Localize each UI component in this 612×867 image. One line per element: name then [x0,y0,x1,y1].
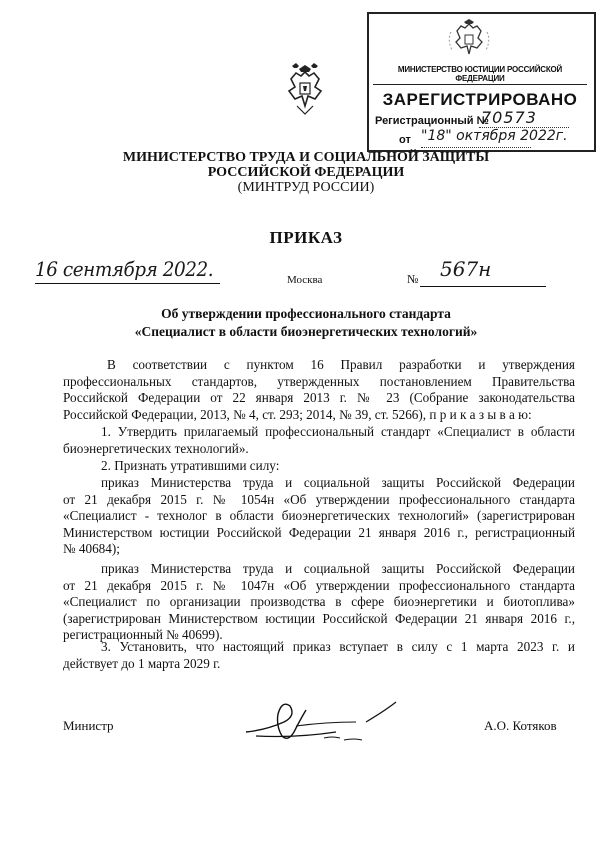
order-date: 16 сентября 2022. [35,257,214,281]
ministry-name-country: РОССИЙСКОЙ ФЕДЕРАЦИИ [207,165,405,180]
stamp-ministry: МИНИСТЕРСТВО ЮСТИЦИИ РОССИЙСКОЙ ФЕДЕРАЦИИ [373,65,587,85]
text-line: профессиональных стандартов, утвержденных постановлением Правительства [63,373,575,389]
text-line: 3. Установить, что настоящий приказ вступает в силу с 1 марта 2023 г. и [101,639,575,654]
text-line: Российской Федерации, 2013, № 4, ст. 293; 2014, № 39, ст. 5266), п р и к а з ы в а ю: [63,406,532,422]
text-line: регистрационный № 40699). [63,627,223,643]
minister-label: Министр [63,718,114,733]
text-line: действует до 1 марта 2029 г. [63,655,221,671]
text-line: биоэнергетических технологий». [63,440,249,456]
registration-stamp [367,12,596,152]
text-line: Российской Федерации от 22 января 2013 г. № 23 (Собрание законодательства [63,390,575,406]
paragraph-item-3 [63,639,575,672]
city: Москва [287,274,323,286]
date-underline [35,283,220,284]
text-line: 2. Признать утратившими силу: [101,458,280,473]
paragraph-item-2 [63,458,575,475]
stamp-reg-number-label: Регистрационный № [375,115,489,127]
text-line: приказ Министерства труда и социальной защиты Российской Федерации [101,561,575,576]
text-line: Министерством юстиции Российской Федерации 21 января 2016 г., регистрационный [63,524,575,540]
coat-of-arms-icon [281,62,329,116]
ministry-abbreviation: (МИНТРУД РОССИИ) [237,180,375,195]
paragraph-preamble [63,357,575,423]
signer-name: А.О. Котяков [484,718,557,733]
paragraph-repealed-order-1 [63,475,575,558]
text-line: (зарегистрирован Министерством юстиции Российской Федерации 21 января 2016 г., [63,610,575,626]
paragraph-repealed-order-2 [63,561,575,644]
order-number-label: № [407,272,419,286]
signature-icon [236,692,406,752]
subject-line-2: «Специалист в области биоэнергетических технологий» [134,324,478,339]
text-line: «Специалист по организации производства в сфере биоэнергетики и биотоплива» [63,594,575,610]
document-title: ПРИКАЗ [269,228,343,247]
text-line: от 21 декабря 2015 г. № 1054н «Об утверждении профессионального стандарта [63,491,575,507]
text-line: «Специалист - технолог в области биоэнергетических технологий» (зарегистрирован [63,508,575,524]
subject-line-1: Об утверждении профессионального стандарта [161,306,451,321]
text-line: В соответствии с пунктом 16 Правил разработки и утверждения [107,357,575,372]
ministry-name: МИНИСТЕРСТВО ТРУДА И СОЦИАЛЬНОЙ ЗАЩИТЫ [122,150,490,165]
stamp-reg-date-value: "18" октября 2022г. [421,128,568,144]
stamp-reg-number-value: 70573 [481,108,537,127]
text-line: приказ Министерства труда и социальной защиты Российской Федерации [101,475,575,490]
number-underline [420,286,546,287]
text-line: от 21 декабря 2015 г. № 1047н «Об утверждении профессионального стандарта [63,577,575,593]
text-line: 1. Утвердить прилагаемый профессиональный стандарт «Специалист в области [101,424,575,439]
text-line: № 40684); [63,541,120,557]
order-number: 567н [440,257,492,281]
stamp-reg-date-label: от [399,134,411,146]
coat-of-arms-icon [447,18,491,62]
stamp-divider [421,147,531,148]
stamp-registered: ЗАРЕГИСТРИРОВАНО [382,90,578,109]
paragraph-item-1 [63,424,575,457]
